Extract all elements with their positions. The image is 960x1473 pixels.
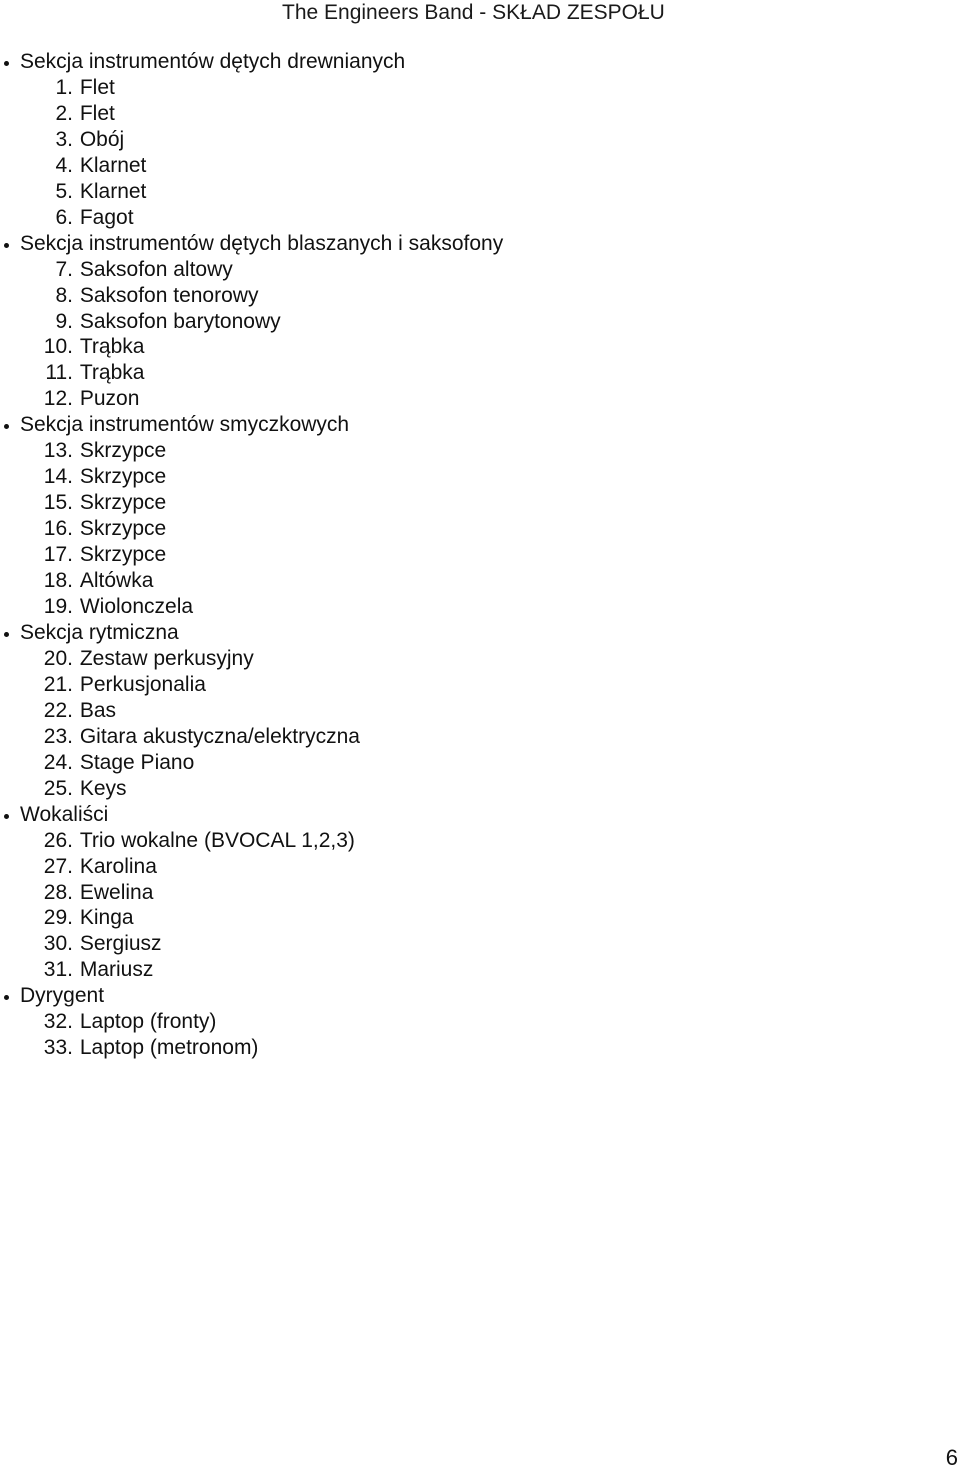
section-heading-text: Sekcja rytmiczna [20,620,179,644]
list-item [0,905,900,931]
item-number: 4. [55,153,73,177]
list-item [0,360,900,386]
item-label: Skrzypce [79,491,167,515]
item-label: Flet [79,101,115,125]
item-number: 33. [43,1036,73,1060]
list-item [0,490,900,516]
item-number: 27. [43,854,73,878]
list-item [0,542,900,568]
item-label: Kinga [79,906,134,930]
list-item [0,283,900,309]
item-number: 20. [43,646,73,670]
list-item [0,646,900,672]
item-number: 1. [55,75,73,99]
list-item [0,386,900,412]
item-number: 10. [43,335,73,359]
list-item [0,957,900,983]
list-item [0,334,900,360]
item-label: Altówka [79,569,154,593]
section-heading-text: Dyrygent [20,984,105,1008]
item-number: 12. [43,387,73,411]
item-number: 14. [43,465,73,489]
item-number: 17. [43,543,73,567]
item-label: Perkusjonalia [79,672,206,696]
item-label: Skrzypce [79,543,167,567]
bullet-icon [4,243,9,248]
item-label: Stage Piano [79,750,195,774]
item-number: 11. [45,361,73,385]
section-heading-text: Sekcja instrumentów dętych blaszanych i saksofony [20,231,504,255]
list-item [0,594,900,620]
item-label: Zestaw perkusyjny [79,646,254,670]
list-item [0,568,900,594]
item-label: Trio wokalne (BVOCAL 1,2,3) [79,828,355,852]
item-number: 3. [55,127,73,151]
list-item [0,101,900,127]
list-item [0,153,900,179]
section-heading-text: Wokaliści [20,802,109,826]
ensemble-list [0,49,900,1061]
item-number: 29. [43,906,73,930]
item-number: 32. [43,1010,73,1034]
list-item [0,257,900,283]
item-label: Skrzypce [79,517,167,541]
item-number: 15. [43,491,73,515]
item-label: Ewelina [79,880,154,904]
item-label: Keys [79,776,127,800]
section-heading-text: Sekcja instrumentów dętych drewnianych [20,50,406,73]
bullet-icon [4,424,9,429]
item-number: 26. [43,828,73,852]
section-heading [0,49,900,75]
list-item [0,854,900,880]
section-heading [0,802,900,828]
section-heading-text: Sekcja instrumentów smyczkowych [20,413,350,437]
item-number: 18. [43,569,73,593]
item-number: 23. [43,724,73,748]
list-item [0,931,900,957]
item-label: Puzon [79,387,140,411]
item-number: 31. [43,958,73,982]
item-label: Trąbka [79,361,145,385]
item-label: Mariusz [79,958,154,982]
item-label: Laptop (metronom) [79,1036,259,1060]
item-label: Flet [79,75,115,99]
item-label: Saksofon barytonowy [79,309,281,333]
item-number: 6. [55,205,73,229]
list-item [0,464,900,490]
list-item [0,880,900,906]
item-label: Wiolonczela [79,595,194,619]
list-item [0,828,900,854]
page-title: The Engineers Band - SKŁAD ZESPOŁU [282,1,665,24]
item-label: Obój [79,127,125,151]
bullet-icon [4,61,9,66]
list-item [0,127,900,153]
list-item [0,1035,900,1061]
item-label: Saksofon tenorowy [79,283,259,307]
item-number: 16. [43,517,73,541]
item-label: Skrzypce [79,465,167,489]
bullet-icon [4,632,9,637]
item-number: 24. [43,750,73,774]
item-number: 5. [55,179,73,203]
item-label: Sergiusz [79,932,162,956]
list-item [0,438,900,464]
page-number: 6 [945,1445,958,1470]
list-item [0,205,900,231]
item-number: 22. [43,698,73,722]
item-number: 2. [55,101,73,125]
list-item [0,672,900,698]
item-label: Karolina [79,854,157,878]
section-heading [0,231,900,257]
section-heading [0,620,900,646]
bullet-icon [4,814,9,819]
bullet-icon [4,995,9,1000]
item-label: Bas [79,698,117,722]
item-label: Skrzypce [79,439,167,463]
section-heading [0,412,900,438]
item-label: Gitara akustyczna/elektryczna [79,724,360,748]
item-number: 21. [43,672,73,696]
section-heading [0,983,900,1009]
list-item [0,1009,900,1035]
item-number: 28. [43,880,73,904]
item-number: 19. [43,595,73,619]
item-label: Fagot [79,205,134,229]
list-item [0,179,900,205]
item-number: 8. [55,283,73,307]
item-label: Saksofon altowy [79,257,233,281]
list-item [0,516,900,542]
item-label: Klarnet [79,153,147,177]
item-label: Laptop (fronty) [79,1010,217,1034]
item-number: 13. [43,439,73,463]
list-item [0,309,900,335]
list-item [0,698,900,724]
item-number: 25. [43,776,73,800]
list-item [0,75,900,101]
list-item [0,724,900,750]
list-item [0,776,900,802]
item-number: 7. [55,257,73,281]
list-item [0,750,900,776]
item-label: Klarnet [79,179,147,203]
item-label: Trąbka [79,335,145,359]
item-number: 30. [43,932,73,956]
item-number: 9. [55,309,73,333]
